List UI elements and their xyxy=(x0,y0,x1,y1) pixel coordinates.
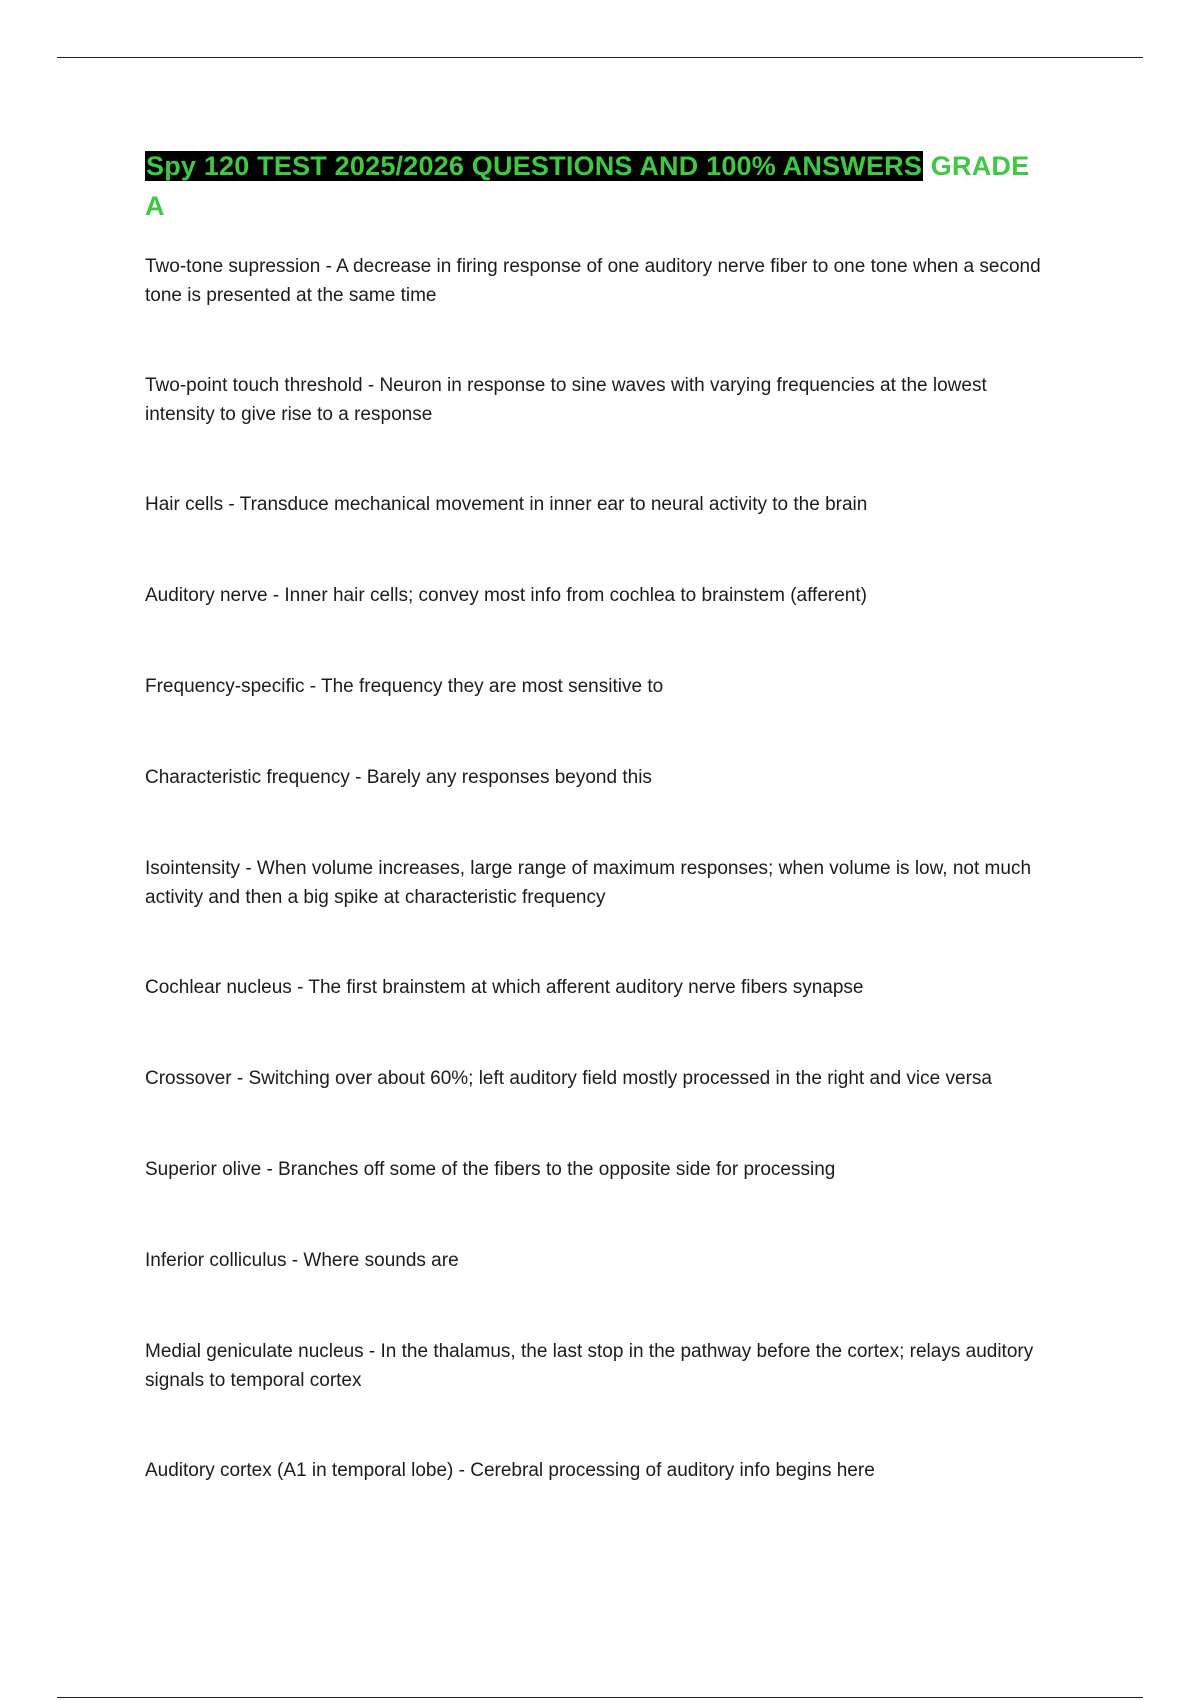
term-entry: Frequency-specific - The frequency they are most sensitive to xyxy=(145,676,664,697)
term-entry: Cochlear nucleus - The first brainstem at which afferent auditory nerve fibers synapse xyxy=(145,977,864,998)
term-entry: Hair cells - Transduce mechanical movement in inner ear to neural activity to the brain xyxy=(145,494,868,515)
term-entry: Two-tone supression - A decrease in firing response of one auditory nerve fiber to one tone when a second tone is presented at the same time xyxy=(145,256,1041,306)
title-grade: GRADE A xyxy=(145,151,1030,221)
term-entry: Superior olive - Branches off some of the fibers to the opposite side for processing xyxy=(145,1159,836,1180)
term-entry: Auditory cortex (A1 in temporal lobe) - Cerebral processing of auditory info begins here xyxy=(145,1460,875,1481)
document-title xyxy=(145,146,1055,226)
top-divider xyxy=(57,57,1143,58)
document-body xyxy=(145,146,1055,1485)
term-entry: Medial geniculate nucleus - In the thalamus, the last stop in the pathway before the cortex; relays auditory signals to temporal cortex xyxy=(145,1341,1034,1391)
title-highlighted: Spy 120 TEST 2025/2026 QUESTIONS AND 100% ANSWERS xyxy=(146,151,923,181)
term-entry: Crossover - Switching over about 60%; left auditory field mostly processed in the right and vice versa xyxy=(145,1068,992,1089)
term-entry: Two-point touch threshold - Neuron in response to sine waves with varying frequencies at the lowest intensity to give rise to a response xyxy=(145,375,987,425)
bottom-divider xyxy=(57,1697,1143,1698)
term-entry: Characteristic frequency - Barely any responses beyond this xyxy=(145,767,652,788)
term-entry: Isointensity - When volume increases, large range of maximum responses; when volume is low, not much activity and then a big spike at characteristic frequency xyxy=(145,858,1032,908)
term-entry: Inferior colliculus - Where sounds are xyxy=(145,1250,459,1271)
term-entry: Auditory nerve - Inner hair cells; convey most info from cochlea to brainstem (afferent) xyxy=(145,585,867,606)
